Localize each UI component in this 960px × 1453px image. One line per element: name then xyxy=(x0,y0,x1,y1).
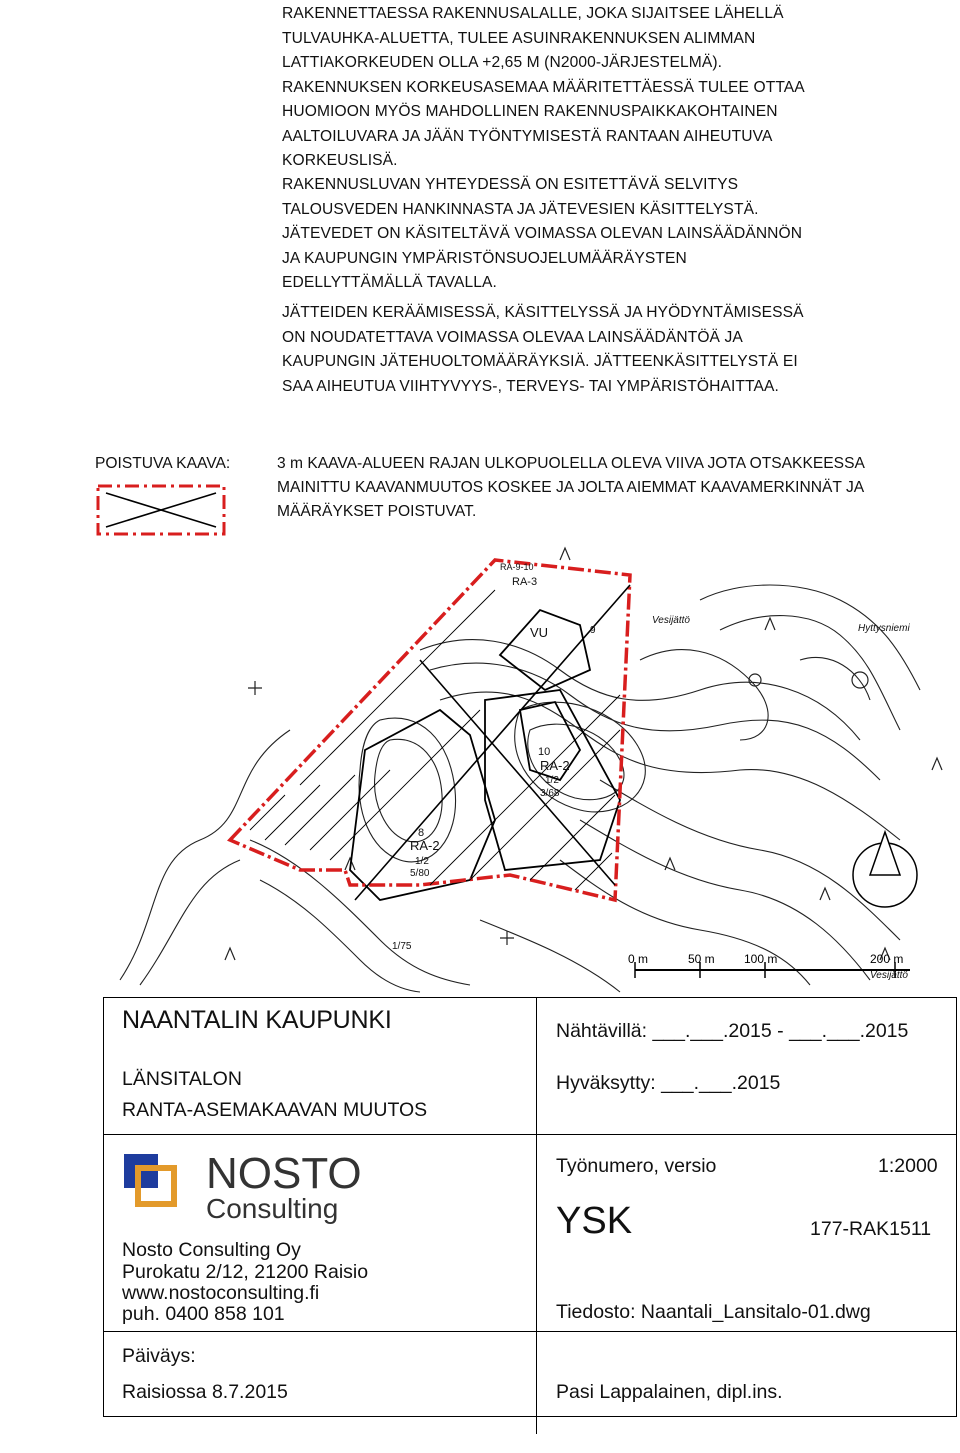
note-line: SAA AIHEUTUA VIIHTYVYYS-, TERVEYS- TAI YMPÄRISTÖHAITTAA. xyxy=(282,377,779,395)
place-label: Hyttysniemi xyxy=(858,623,910,634)
legend-line: 3 m KAAVA-ALUEEN RAJAN ULKOPUOLELLA OLEVA VIIVA JOTA OTSAKKEESSA xyxy=(277,455,865,472)
note-line: ON NOUDATETTAVA VOIMASSA OLEVAA LAINSÄÄDÄNTÖÄ JA xyxy=(282,328,743,346)
legend-label: POISTUVA KAAVA: xyxy=(95,455,231,472)
note-line: AALTOILUVARA JA JÄÄN TYÖNTYMISESTÄ RANTAAN AIHEUTUVA xyxy=(282,127,773,145)
note-line: HUOMIOON MYÖS MAHDOLLINEN RAKENNUSPAIKKAKOHTAINEN xyxy=(282,103,778,120)
work-number: 177-RAK1511 xyxy=(810,1218,932,1240)
note-line: JA KAUPUNGIN YMPÄRISTÖNSUOJELUMÄÄRÄYSTEN xyxy=(282,249,687,267)
note-line: RAKENNUSLUVAN YHTEYDESSÄ ON ESITETTÄVÄ SELVITYS xyxy=(282,176,739,193)
logo-word-nosto: NOSTO xyxy=(206,1152,362,1198)
title-block xyxy=(103,997,957,1417)
company-name: Nosto Consulting Oy xyxy=(122,1239,301,1261)
project-name-line2: RANTA-ASEMAKAAVAN MUUTOS xyxy=(122,1099,428,1121)
plot-number: 5/80 xyxy=(410,868,430,879)
plot-number: 10 xyxy=(538,746,551,758)
scale-label-100: 100 m xyxy=(744,952,778,966)
zone-label: VU xyxy=(530,625,549,640)
legend-description xyxy=(277,452,957,524)
plot-number: 3/68 xyxy=(540,788,560,799)
note-line: EDELLYTTÄMÄLLÄ TAVALLA. xyxy=(282,274,497,291)
terrain-symbols xyxy=(225,548,942,960)
plot-number: 1/2 xyxy=(415,856,429,867)
note-line: RAKENNUKSEN KORKEUSASEMAA MÄÄRITETTÄESSÄ TULEE OTTAA xyxy=(282,78,805,96)
title-divider xyxy=(104,1134,956,1135)
note-line: RAKENNETTAESSA RAKENNUSALALLE, JOKA SIJAITSEE LÄHELLÄ xyxy=(282,5,784,22)
notes-paragraph-waste xyxy=(282,301,922,399)
date-label: Päiväys: xyxy=(122,1345,196,1367)
designer-name: Pasi Lappalainen, dipl.ins. xyxy=(556,1381,783,1403)
legend-line: MAINITTU KAAVANMUUTOS KOSKEE JA JOLTA AIEMMAT KAAVAMERKINNÄT JA xyxy=(277,479,865,496)
place-label: Vesijättö xyxy=(870,970,908,981)
logo-word-consulting: Consulting xyxy=(206,1193,339,1224)
zone-label: RA-2 xyxy=(410,838,440,853)
code-ysk: YSK xyxy=(556,1200,633,1242)
zone-label: RA-2 xyxy=(540,758,570,773)
note-line: KORKEUSLISÄ. xyxy=(282,152,398,169)
date-value: Raisiossa 8.7.2015 xyxy=(122,1381,288,1403)
note-line: JÄTTEIDEN KERÄÄMISESSÄ, KÄSITTELYSSÄ JA HYÖDYNTÄMISESSÄ xyxy=(282,304,804,321)
plot-number: 1/2 xyxy=(545,775,559,786)
company-phone: puh. 0400 858 101 xyxy=(122,1303,285,1325)
plan-map xyxy=(0,540,960,995)
plot-outlines xyxy=(350,610,620,900)
work-number-label: Työnumero, versio xyxy=(556,1155,717,1177)
file-name: Tiedosto: Naantali_Lansitalo-01.dwg xyxy=(556,1301,871,1323)
company-address: Purokatu 2/12, 21200 Raisio xyxy=(122,1261,369,1283)
municipality-name: NAANTALIN KAUPUNKI xyxy=(122,1006,392,1034)
project-name-line1: LÄNSITALON xyxy=(122,1068,242,1090)
plot-number: 1/75 xyxy=(392,941,412,952)
displayed-dates: Nähtävillä: ___.___.2015 - ___.___.2015 xyxy=(556,1020,909,1042)
notes-paragraph-water xyxy=(282,173,922,296)
scale-bar xyxy=(628,952,910,978)
scale-label-0: 0 m xyxy=(628,952,649,966)
plot-number: 9 xyxy=(590,625,596,636)
nosto-consulting-logo xyxy=(122,1152,382,1226)
place-label: Vesijättö xyxy=(652,615,690,626)
approved-date: Hyväksytty: ___.___.2015 xyxy=(556,1072,781,1094)
zone-label: RA-3 xyxy=(512,576,538,588)
title-divider xyxy=(104,1331,956,1332)
company-website: www.nostoconsulting.fi xyxy=(122,1282,320,1304)
note-line: TULVAUHKA-ALUETTA, TULEE ASUINRAKENNUKSEN ALIMMAN xyxy=(282,29,756,47)
contour-lines xyxy=(120,585,920,992)
notes-paragraph-flood xyxy=(282,2,922,174)
note-line: TALOUSVEDEN HANKINNASTA JA JÄTEVESIEN KÄSITTELYSTÄ. xyxy=(282,200,759,218)
scale-value: 1:2000 xyxy=(878,1155,938,1177)
title-divider xyxy=(536,998,537,1434)
zone-label: RA-9-10 xyxy=(500,562,534,572)
note-line: JÄTEVEDET ON KÄSITELTÄVÄ VOIMASSA OLEVAN LAINSÄÄDÄNNÖN xyxy=(282,225,803,242)
scale-label-50: 50 m xyxy=(688,952,715,966)
note-line: KAUPUNGIN JÄTEHUOLTOMÄÄRÄYKSIÄ. JÄTTEENKÄSITTELYSTÄ EI xyxy=(282,353,798,370)
note-line: LATTIAKORKEUDEN OLLA +2,65 M (N2000-JÄRJESTELMÄ). xyxy=(282,54,723,71)
scale-label-200: 200 m xyxy=(870,952,904,966)
north-arrow-icon xyxy=(853,832,917,907)
removed-plan-symbol-icon xyxy=(96,483,228,539)
plot-number: 8 xyxy=(418,827,425,839)
legend-line: MÄÄRÄYKSET POISTUVAT. xyxy=(277,503,477,520)
